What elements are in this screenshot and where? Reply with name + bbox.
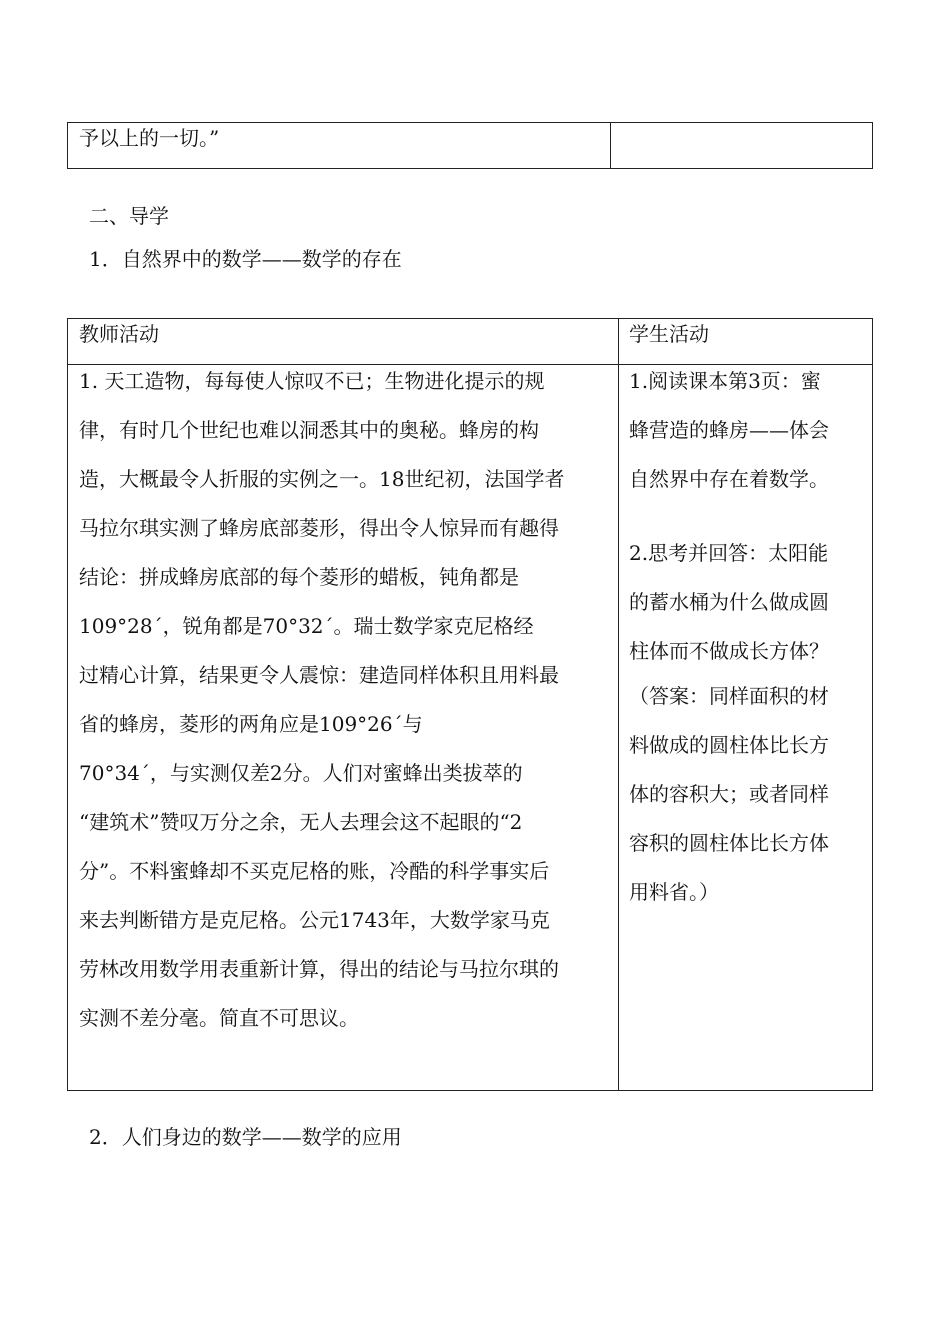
student-line: 的蓄水桶为什么做成圆: [629, 590, 829, 614]
teacher-line: 马拉尔琪实测了蜂房底部菱形，得出令人惊异而有趣得: [79, 516, 559, 540]
teacher-line: 分”。不料蜜蜂却不买克尼格的账，冷酷的科学事实后: [79, 859, 550, 883]
activity-table-header-divider: [67, 364, 873, 365]
student-line: 自然界中存在着数学。: [629, 467, 829, 491]
student-activity-text-b: [629, 541, 869, 688]
teacher-activity-text: [79, 369, 609, 1055]
item1-heading: 1．自然界中的数学——数学的存在: [89, 247, 402, 271]
teacher-line: 1. 天工造物，每每使人惊叹不已；生物进化提示的规: [79, 369, 545, 393]
student-line: （答案：同样面积的材: [629, 684, 829, 708]
header-teacher-activity: 教师活动: [79, 322, 159, 346]
teacher-line: “建筑术”赞叹万分之余，无人去理会这不起眼的“2: [79, 810, 523, 834]
student-line: 体的容积大；或者同样: [629, 782, 829, 806]
teacher-line: 过精心计算，结果更令人震惊：建造同样体积且用料最: [79, 663, 559, 687]
student-activity-text-c: [629, 684, 869, 929]
teacher-line: 109°28´，锐角都是70°32´。瑞士数学家克尼格经: [79, 614, 534, 638]
teacher-line: 实测不差分毫。简直不可思议。: [79, 1006, 359, 1030]
section-heading: 二、导学: [89, 204, 169, 228]
student-line: 用料省。）: [629, 880, 719, 904]
teacher-line: 律，有时几个世纪也难以洞悉其中的奥秘。蜂房的构: [79, 418, 539, 442]
activity-table-column-divider: [618, 318, 619, 1091]
student-line: 2.思考并回答：太阳能: [629, 541, 829, 565]
top-table-cell-text: 予以上的一切。”: [79, 126, 220, 150]
teacher-line: 结论：拼成蜂房底部的每个菱形的蜡板，钝角都是: [79, 565, 519, 589]
student-line: 料做成的圆柱体比长方: [629, 733, 829, 757]
teacher-line: 劳林改用数学用表重新计算，得出的结论与马拉尔琪的: [79, 957, 559, 981]
top-table-divider: [610, 122, 611, 169]
item2-heading: 2．人们身边的数学——数学的应用: [89, 1125, 402, 1149]
student-line: 柱体而不做成长方体？: [629, 639, 829, 663]
student-line: 容积的圆柱体比长方体: [629, 831, 829, 855]
student-line: 1.阅读课本第3页：蜜: [629, 369, 821, 393]
student-line: 蜂营造的蜂房——体会: [629, 418, 829, 442]
teacher-line: 造，大概最令人折服的实例之一。18世纪初，法国学者: [79, 467, 565, 491]
student-activity-text-a: [629, 369, 869, 516]
teacher-line: 70°34´，与实测仅差2分。人们对蜜蜂出类拔萃的: [79, 761, 523, 785]
header-student-activity: 学生活动: [629, 322, 709, 346]
teacher-line: 来去判断错方是克尼格。公元1743年，大数学家马克: [79, 908, 550, 932]
teacher-line: 省的蜂房，菱形的两角应是109°26´与: [79, 712, 423, 736]
